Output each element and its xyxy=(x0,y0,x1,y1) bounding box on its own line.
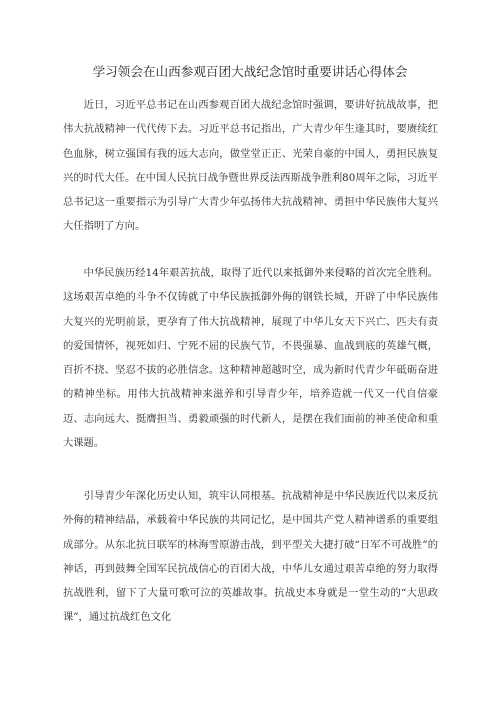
document-title: 学习领会在山西参观百团大战纪念馆时重要讲话心得体会 xyxy=(92,64,408,79)
paragraph-2: 中华民族历经14年艰苦抗战，取得了近代以来抵御外来侵略的首次完全胜利。这场艰苦卓绝的斗争不仅铸就了中华民族抵御外侮的钢铁长城，开辟了中华民族伟大复兴的光明前景，更孕育了伟大抗战精神，展现了中华儿女天下兴亡、匹夫有责的爱国情怀，视死如归、宁死不屈的民族气节，不畏强暴、血战到底的英雄气概，百折不挠、坚忍不拔的必胜信念。这种精神超越时空，成为新时代青少年砥砺奋进的精神坐标。用伟大抗战精神来滋养和引导青少年，培养造就一代又一代自信豪迈、志向远大、挺膺担当、勇毅顽强的时代新人，是摆在我们面前的神圣使命和重大课题。 xyxy=(63,267,438,450)
paragraph-3: 引导青少年深化历史认知，筑牢认同根基。抗战精神是中华民族近代以来反抗外侮的精神结晶，承载着中华民族的共同记忆，是中国共产党人精神谱系的重要组成部分。从东北抗日联军的林海雪原游击战，到平型关大捷打破“日军不可战胜”的神话，再到鼓舞全国军民抗战信心的百团大战，中华儿女通过艰苦卓绝的努力取得抗战胜利，留下了大量可歌可泣的英雄故事。抗战史本身就是一堂生动的“大思政课”，通过抗战红色文化 xyxy=(63,490,438,624)
paragraph-1: 近日，习近平总书记在山西参观百团大战纪念馆时强调，要讲好抗战故事，把伟大抗战精神一代代传下去。习近平总书记指出，广大青少年生逢其时，要赓续红色血脉，树立强国有我的远大志向，做堂堂正正、光荣自豪的中国人，勇担民族复兴的时代大任。在中国人民抗日战争暨世界反法西斯战争胜利80周年之际，习近平总书记这一重要指示为引导广大青少年弘扬伟大抗战精神、勇担中华民族伟大复兴大任指明了方向。 xyxy=(63,99,438,233)
